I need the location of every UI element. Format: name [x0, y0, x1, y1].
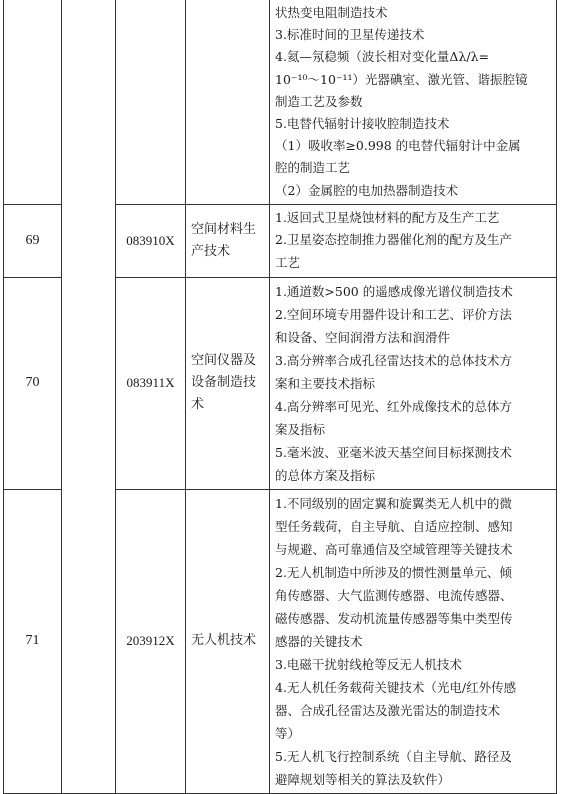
content-line: 1.不同级别的固定翼和旋翼类无人机中的微	[275, 495, 512, 511]
catalog-code: 083911X	[116, 277, 186, 489]
content-line: 5.电替代辐射计接收腔制造技术	[275, 116, 450, 132]
content-line: （1）吸收率≥0.998 的电替代辐射计中金属	[275, 138, 521, 154]
content-line: 1.通道数>500 的遥感成像光谱仪制造技术	[275, 283, 513, 299]
content-line: （2）金属腔的电加热器制造技术	[275, 182, 458, 198]
content-line: 等）	[275, 726, 301, 742]
technology-name: 空间仪器及设备制造技术	[186, 277, 270, 489]
technology-content	[270, 277, 557, 489]
catalog-code	[116, 0, 186, 204]
table-row	[4, 0, 557, 204]
content-line: 3.高分辨率合成孔径雷达技术的总体技术方	[275, 352, 512, 368]
content-line: 避障规划等相关的算法及软件）	[275, 772, 451, 788]
content-line: 与规避、高可靠通信及空域管理等关键技术	[275, 541, 513, 557]
content-line: 角传感器、大气监测传感器、电流传感器、	[275, 587, 513, 603]
content-line: 1.返回式卫星烧蚀材料的配方及生产工艺	[275, 209, 500, 225]
technology-catalog-table	[3, 0, 557, 794]
blank-column	[62, 0, 116, 794]
content-line: 2.卫星姿态控制推力器催化剂的配方及生产	[275, 232, 512, 248]
content-line: 磁传感器、发动机流量传感器等集中类型传	[275, 610, 513, 626]
content-line: 腔的制造工艺	[275, 160, 351, 176]
technology-name: 空间材料生产技术	[186, 204, 270, 277]
content-line: 2.无人机制造中所涉及的惯性测量单元、倾	[275, 564, 512, 580]
content-line: 制造工艺及参数	[275, 93, 363, 109]
content-line: 4.氦—氖稳频（波长相对变化量Δλ/λ=	[275, 49, 489, 65]
content-line: 3.标准时间的卫星传递技术	[275, 27, 425, 43]
content-line: 和设备、空间润滑方法和润滑件	[275, 329, 451, 345]
catalog-code: 083910X	[116, 204, 186, 277]
content-line: 型任务载荷，自主导航、自适应控制、感知	[275, 518, 513, 534]
content-line: 5.毫米波、亚毫米波天基空间目标探测技术	[275, 444, 512, 460]
content-line: 5.无人机飞行控制系统（自主导航、路径及	[275, 749, 512, 765]
technology-content	[270, 489, 557, 794]
content-line: 案及指标	[275, 421, 326, 437]
content-line: 3.电磁干扰射线枪等反无人机技术	[275, 656, 462, 672]
row-number: 69	[4, 204, 62, 277]
content-line: 4.高分辨率可见光、红外成像技术的总体方	[275, 398, 512, 414]
content-line: 状热变电阻制造技术	[275, 5, 388, 20]
content-line: 10⁻¹⁰～10⁻¹¹）光器碘室、激光管、谐振腔镜	[275, 71, 528, 87]
technology-content	[270, 0, 557, 204]
content-line: 4.无人机任务载荷关键技术（光电/红外传感	[275, 679, 517, 695]
content-line: 工艺	[275, 255, 301, 271]
content-line: 的总体方案及指标	[275, 467, 376, 483]
technology-name	[186, 0, 270, 204]
row-number	[4, 0, 62, 204]
technology-content	[270, 204, 557, 277]
row-number: 70	[4, 277, 62, 489]
row-number: 71	[4, 489, 62, 794]
content-line: 感器的关键技术	[275, 633, 363, 649]
content-line: 2.空间环境专用器件设计和工艺、评价方法	[275, 306, 512, 322]
content-line: 案和主要技术指标	[275, 375, 376, 391]
catalog-code: 203912X	[116, 489, 186, 794]
technology-name: 无人机技术	[186, 489, 270, 794]
content-line: 器、合成孔径雷达及激光雷达的制造技术	[275, 703, 501, 719]
